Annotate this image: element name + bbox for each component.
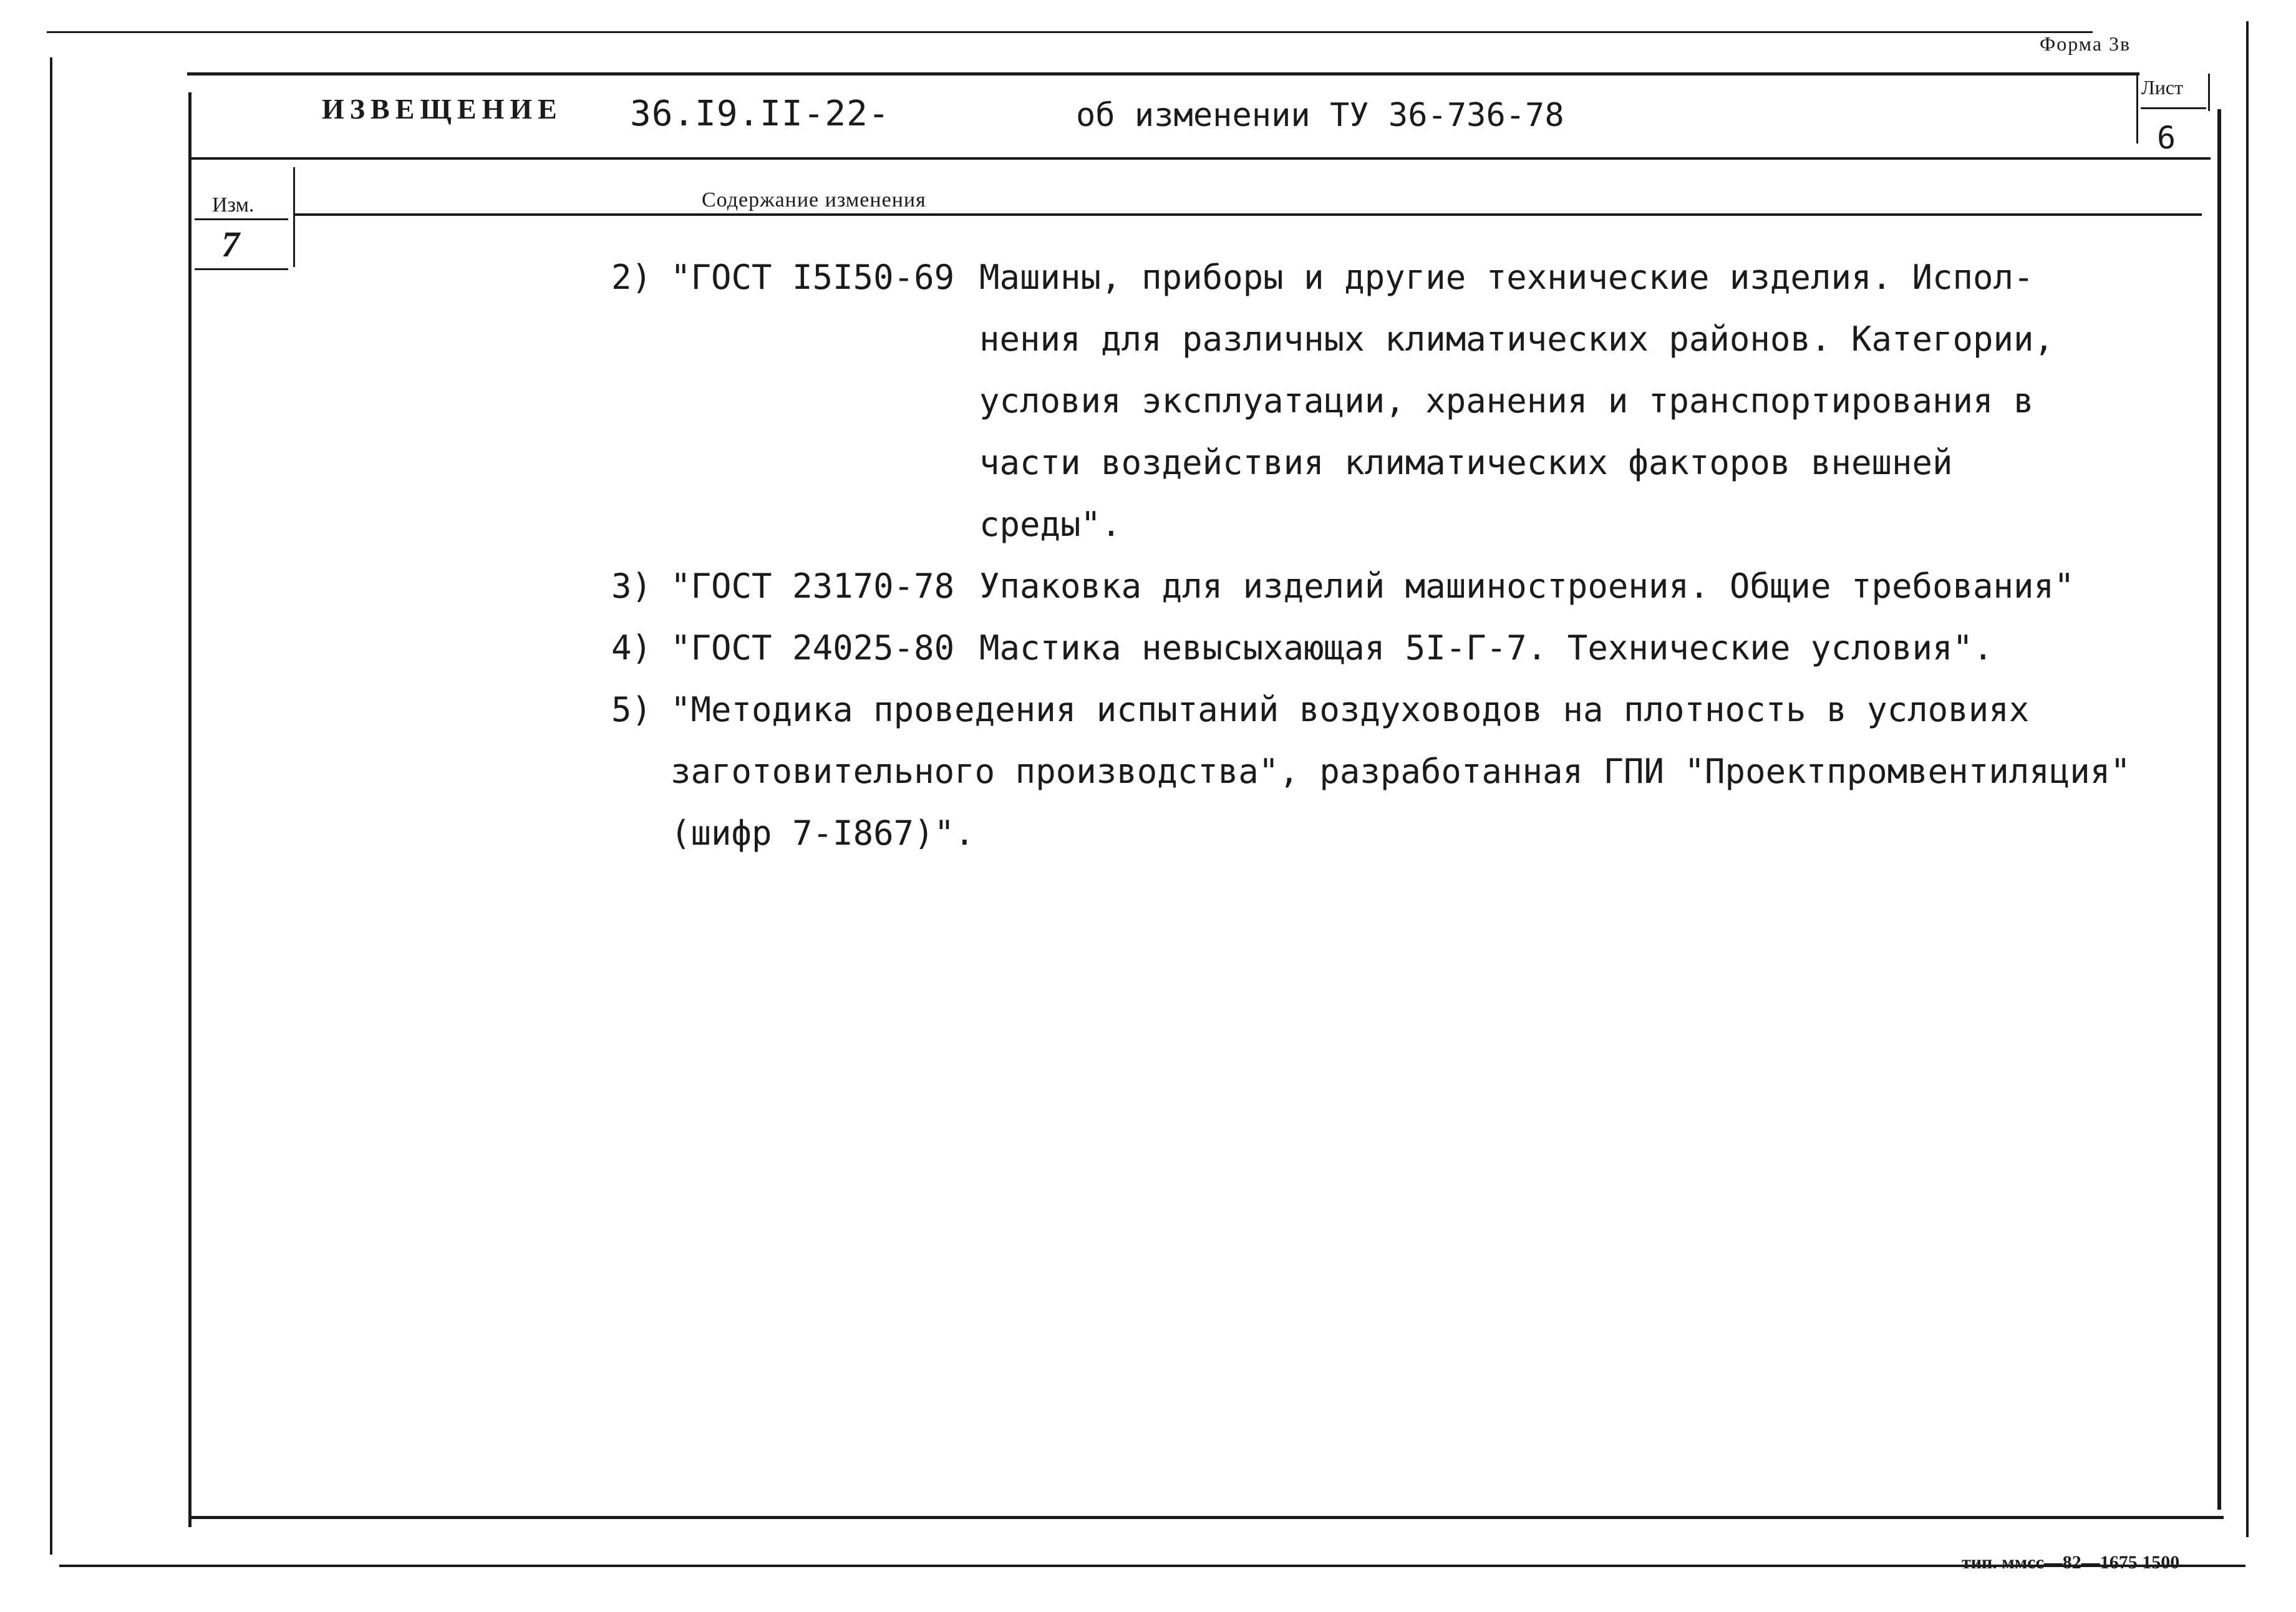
- list-item-code: "ГОСТ 24025-80: [671, 628, 955, 668]
- sheet-box-right: [2208, 74, 2210, 111]
- revision-number: 7: [221, 224, 240, 265]
- list-item-marker: 3): [611, 566, 652, 606]
- outer-right-border: [2246, 21, 2249, 1537]
- list-item-line: Мастика невысыхающая 5I-Г-7. Технические условия".: [979, 628, 1993, 668]
- list-item-line: Машины, приборы и другие технические изделия. Испол-: [979, 258, 2034, 297]
- list-item-line: Упаковка для изделий машиностроения. Общие требования": [979, 566, 2075, 606]
- rev-col-line-top: [293, 167, 295, 267]
- rev-col-underline-1: [195, 218, 288, 220]
- outer-top-border: [47, 31, 2093, 33]
- content-column-header: Содержание изменения: [702, 188, 926, 211]
- rev-col-underline-2: [195, 268, 288, 270]
- list-item-line: заготовительного производства", разработанная ГПИ "Проектпромвентиляция": [671, 752, 2131, 791]
- notice-number: 36.I9.II-22-: [630, 94, 890, 134]
- list-item-code: "ГОСТ 23170-78: [671, 566, 955, 606]
- list-item-code: "ГОСТ I5I50-69: [671, 258, 955, 297]
- sheet-box-left: [2136, 74, 2138, 143]
- notice-label: ИЗВЕЩЕНИЕ: [322, 93, 563, 125]
- notice-subject: об изменении ТУ 36-736-78: [1076, 97, 1564, 134]
- list-item-line: условия эксплуатации, хранения и транспортирования в: [979, 381, 2034, 420]
- list-item-line: среды".: [979, 505, 1121, 544]
- frame-bottom-border: [190, 1516, 2224, 1519]
- list-item-marker: 4): [611, 628, 652, 668]
- list-item-line: "Методика проведения испытаний воздуховодов на плотность в условиях: [671, 690, 2030, 729]
- print-footer: тип. ммсс—82—1675 1500: [1962, 1552, 2180, 1573]
- header-divider: [190, 157, 2211, 160]
- list-item-line: нения для различных климатических районов. Категории,: [979, 319, 2055, 359]
- sheet-label: Лист: [2141, 76, 2184, 99]
- sheet-box-divider: [2141, 107, 2206, 109]
- sheet-number: 6: [2157, 120, 2176, 156]
- outer-bottom-border: [59, 1565, 2245, 1567]
- frame-right-border: [2217, 109, 2221, 1510]
- outer-left-border: [50, 57, 52, 1555]
- frame-left-border: [188, 92, 191, 1527]
- table-header-divider: [293, 213, 2202, 216]
- list-item-line: (шифр 7-I867)".: [671, 813, 975, 853]
- list-item-marker: 5): [611, 690, 652, 729]
- form-label: Форма 3в: [2040, 32, 2131, 55]
- revision-column-header: Изм.: [212, 193, 254, 216]
- list-item-line: части воздействия климатических факторов внешней: [979, 443, 1953, 482]
- list-item-marker: 2): [611, 258, 652, 297]
- frame-top-border: [187, 72, 2139, 75]
